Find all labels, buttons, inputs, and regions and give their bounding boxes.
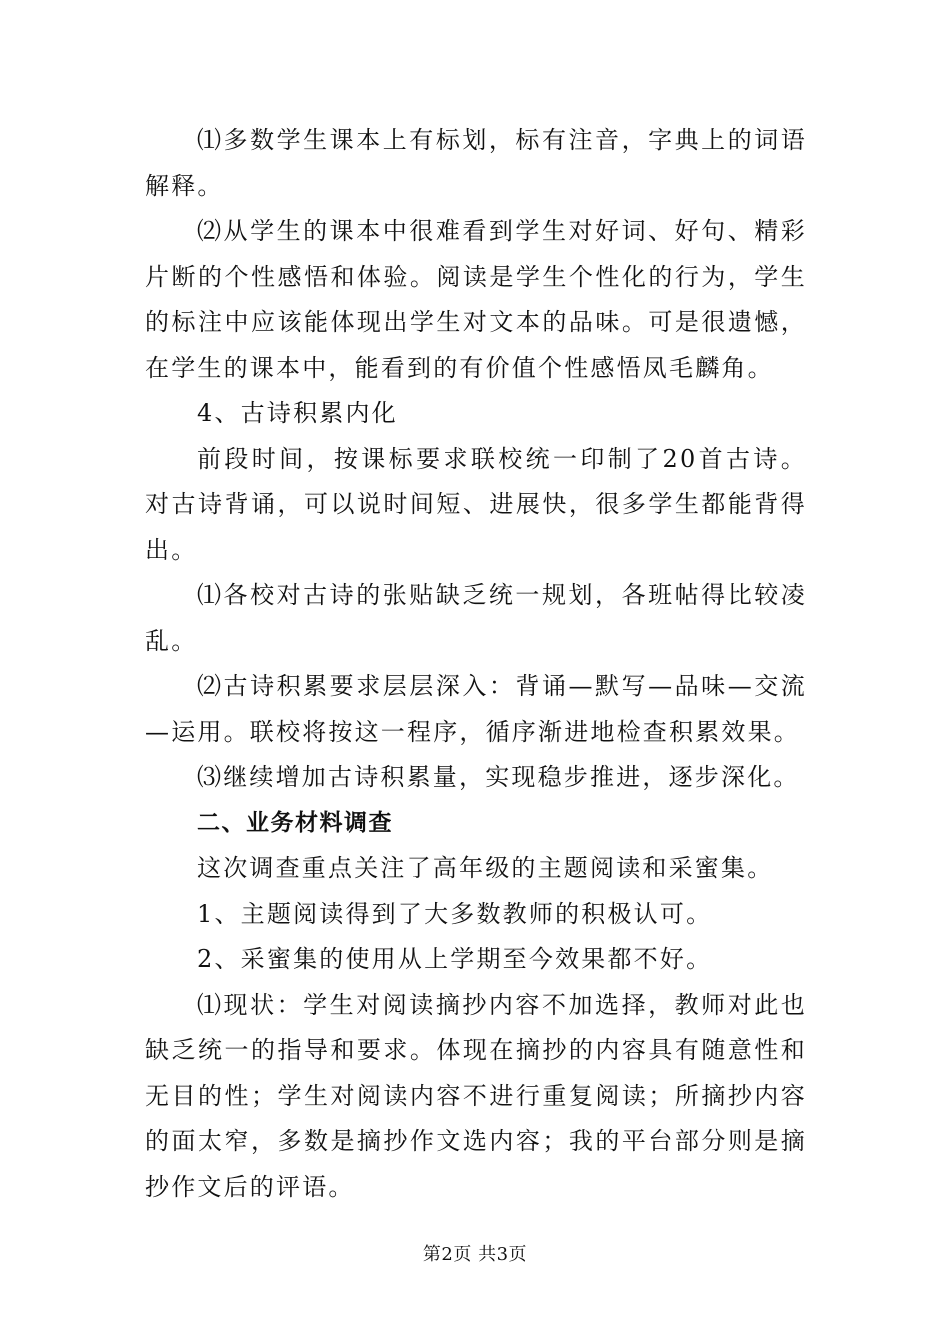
page-number-footer: 第2页 共3页 bbox=[422, 1244, 528, 1265]
paragraph-7: ⑶继续增加古诗积累量，实现稳步推进，逐步深化。 bbox=[197, 763, 800, 791]
paragraph-4: 前段时间，按课标要求联校统一印制了20首古诗。对古诗背诵，可以说时间短、进展快，很多学生都能背得出。 bbox=[145, 444, 807, 564]
paragraph-2: ⑵从学生的课本中很难看到学生对好词、好句、精彩片断的个性感悟和体验。阅读是学生个性化的行为，学生的标注中应该能体现出学生对文本的品味。可是很遗憾，在学生的课本中，能看到的有价值个性感悟凤毛麟角。 bbox=[145, 217, 807, 382]
paragraph-3: 4、古诗积累内化 bbox=[197, 399, 398, 427]
paragraph-1: ⑴多数学生课本上有标划，标有注音，字典上的词语解释。 bbox=[145, 126, 807, 200]
paragraph-12: ⑴现状：学生对阅读摘抄内容不加选择，教师对此也缺乏统一的指导和要求。体现在摘抄的内容具有随意性和无目的性；学生对阅读内容不进行重复阅读；所摘抄内容的面太窄，多数是摘抄作文选内容；我的平台部分则是摘抄作文后的评语。 bbox=[145, 990, 807, 1201]
paragraph-9: 这次调查重点关注了高年级的主题阅读和采蜜集。 bbox=[197, 854, 774, 882]
paragraph-10: 1、主题阅读得到了大多数教师的积极认可。 bbox=[197, 899, 713, 928]
paragraph-5: ⑴各校对古诗的张贴缺乏统一规划，各班帖得比较凌乱。 bbox=[145, 581, 807, 655]
document-body bbox=[145, 118, 807, 1210]
section-heading: 二、业务材料调查 bbox=[197, 809, 393, 836]
paragraph-11: 2、采蜜集的使用从上学期至今效果都不好。 bbox=[197, 945, 713, 973]
paragraph-6: ⑵古诗积累要求层层深入：背诵—默写—品味—交流—运用。联校将按这一程序，循序渐进地检查积累效果。 bbox=[145, 672, 807, 746]
